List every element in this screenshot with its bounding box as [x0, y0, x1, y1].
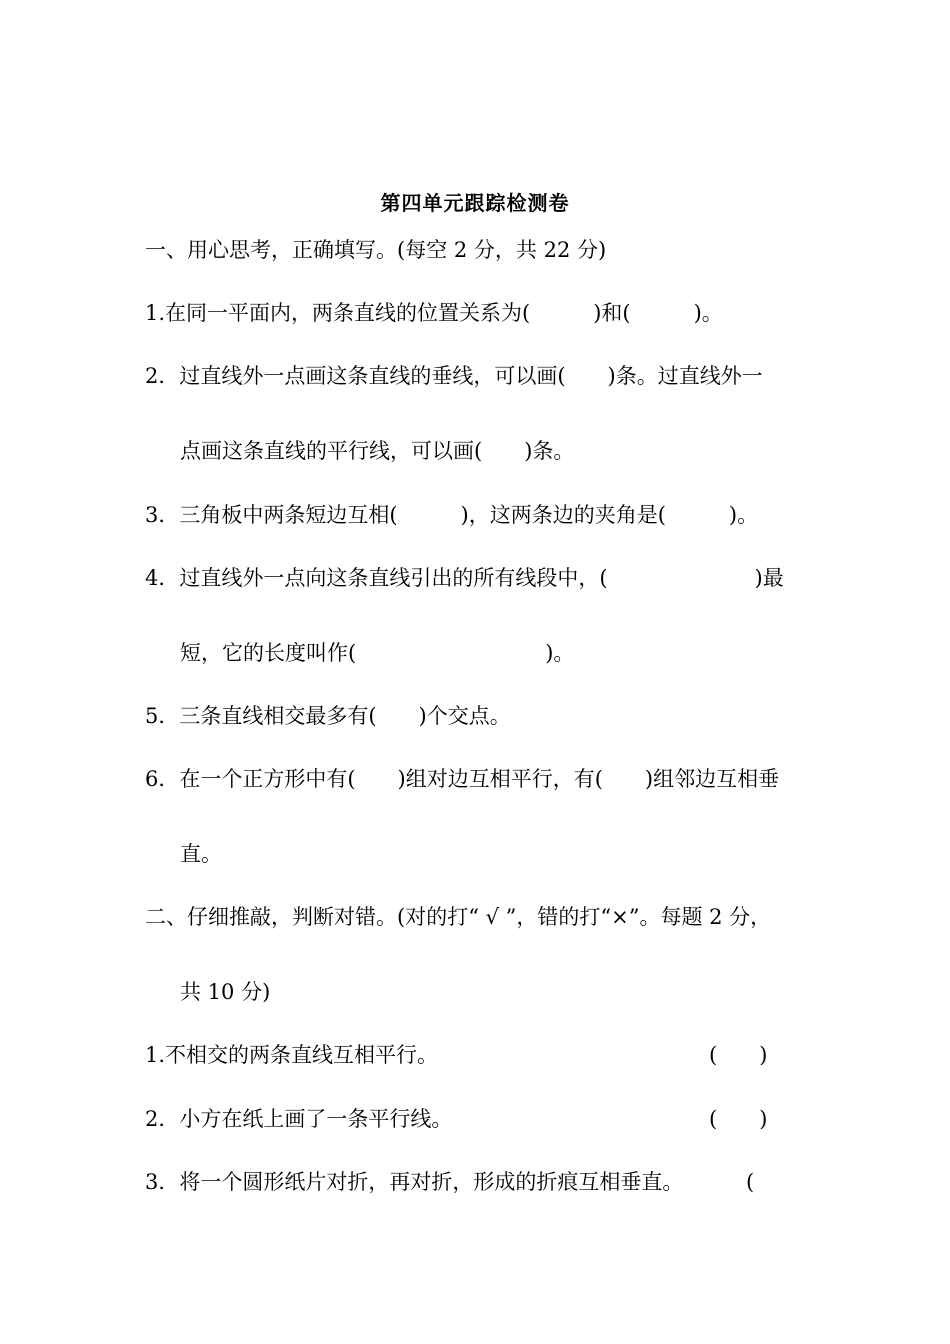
- question-1-4-line1: 4．过直线外一点向这条直线引出的所有线段中，( )最: [145, 566, 784, 590]
- question-1-3: 3．三角板中两条短边互相( )，这两条边的夹角是( )。: [145, 503, 759, 527]
- question-1-1: 1.在同一平面内，两条直线的位置关系为( )和( )。: [145, 301, 723, 325]
- question-1-2-line2: 点画这条直线的平行线，可以画( )条。: [180, 439, 575, 463]
- question-2-2: 2．小方在纸上画了一条平行线。: [145, 1107, 453, 1131]
- question-2-1: 1.不相交的两条直线互相平行。: [145, 1043, 439, 1067]
- question-1-4-line2: 短，它的长度叫作( )。: [180, 641, 575, 665]
- answer-blank-2-1[interactable]: ( ): [709, 1043, 768, 1067]
- question-1-5: 5．三条直线相交最多有( )个交点。: [145, 704, 511, 728]
- answer-blank-2-2[interactable]: ( ): [709, 1107, 768, 1131]
- section2-heading-line1: 二、仔细推敲，判断对错。(对的打“ √ ”，错的打“×”。每题 2 分，: [145, 905, 772, 929]
- page-title: 第四单元跟踪检测卷: [380, 191, 570, 215]
- answer-blank-2-3[interactable]: (: [746, 1170, 755, 1194]
- question-1-2-line1: 2．过直线外一点画这条直线的垂线，可以画( )条。过直线外一: [145, 364, 763, 388]
- question-2-3: 3．将一个圆形纸片对折，再对折，形成的折痕互相垂直。: [145, 1170, 684, 1194]
- question-1-6-line2: 直。: [180, 842, 222, 866]
- question-1-6-line1: 6．在一个正方形中有( )组对边互相平行，有( )组邻边互相垂: [145, 767, 780, 791]
- section2-heading-line2: 共 10 分): [180, 980, 271, 1004]
- section1-heading: 一、用心思考，正确填写。(每空 2 分，共 22 分): [145, 238, 607, 262]
